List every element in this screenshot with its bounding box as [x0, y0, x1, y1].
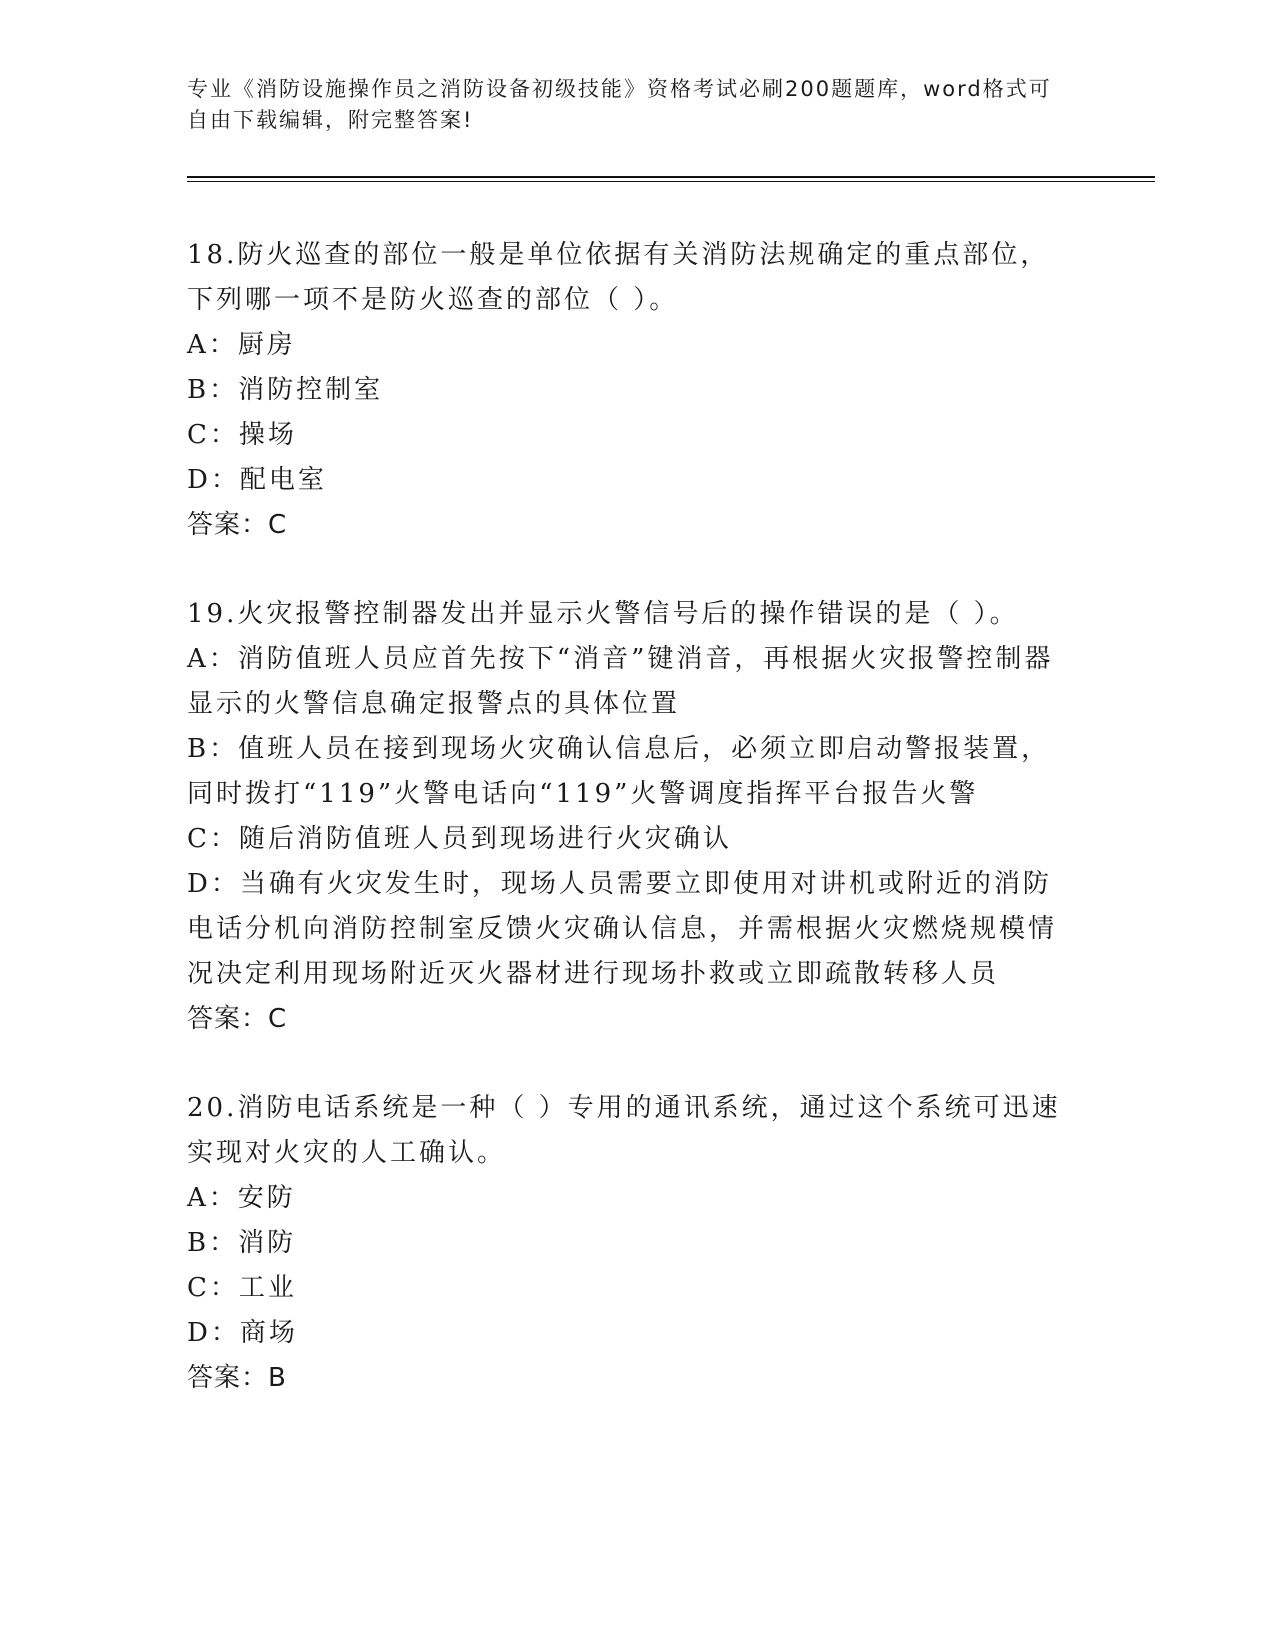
question-18	[187, 233, 1077, 548]
option-c: C：操场	[187, 420, 297, 450]
answer: 答案：B	[187, 1363, 287, 1393]
question-19	[187, 592, 1077, 1042]
question-stem: 19.火灾报警控制器发出并显示火警信号后的操作错误的是（ ）。	[187, 599, 1019, 629]
option-b: B：值班人员在接到现场火灾确认信息后，必须立即启动警报装置，同时拨打“119”火警电话向“119”火警调度指挥平台报告火警	[187, 734, 1051, 809]
option-a: A：消防值班人员应首先按下“消音”键消音，再根据火灾报警控制器显示的火警信息确定报警点的具体位置	[187, 644, 1054, 719]
option-c: C：随后消防值班人员到现场进行火灾确认	[187, 824, 732, 854]
option-d: D：当确有火灾发生时，现场人员需要立即使用对讲机或附近的消防电话分机向消防控制室反馈火灾确认信息，并需根据火灾燃烧规模情况决定利用现场附近灭火器材进行现场扑救或立即疏散转移人员	[187, 869, 1058, 989]
answer: 答案：C	[187, 510, 288, 540]
document-header: 专业《消防设施操作员之消防设备初级技能》资格考试必刷200题题库，word格式可自由下载编辑，附完整答案!	[187, 77, 1052, 132]
option-a: A：厨房	[187, 330, 296, 360]
header-divider-thick	[187, 176, 1155, 178]
option-b: B：消防控制室	[187, 375, 384, 405]
header-divider-thin	[187, 181, 1155, 182]
question-stem: 18.防火巡查的部位一般是单位依据有关消防法规确定的重点部位，下列哪一项不是防火巡查的部位（ ）。	[187, 240, 1050, 315]
answer: 答案：C	[187, 1004, 288, 1034]
option-d: D：配电室	[187, 465, 327, 495]
option-d: D：商场	[187, 1318, 298, 1348]
option-b: B：消防	[187, 1228, 297, 1258]
option-c: C：工业	[187, 1273, 297, 1303]
option-a: A：安防	[187, 1183, 296, 1213]
question-stem: 20.消防电话系统是一种（ ）专用的通讯系统，通过这个系统可迅速实现对火灾的人工确认。	[187, 1093, 1061, 1168]
question-list	[187, 233, 1077, 1445]
question-20	[187, 1086, 1077, 1401]
